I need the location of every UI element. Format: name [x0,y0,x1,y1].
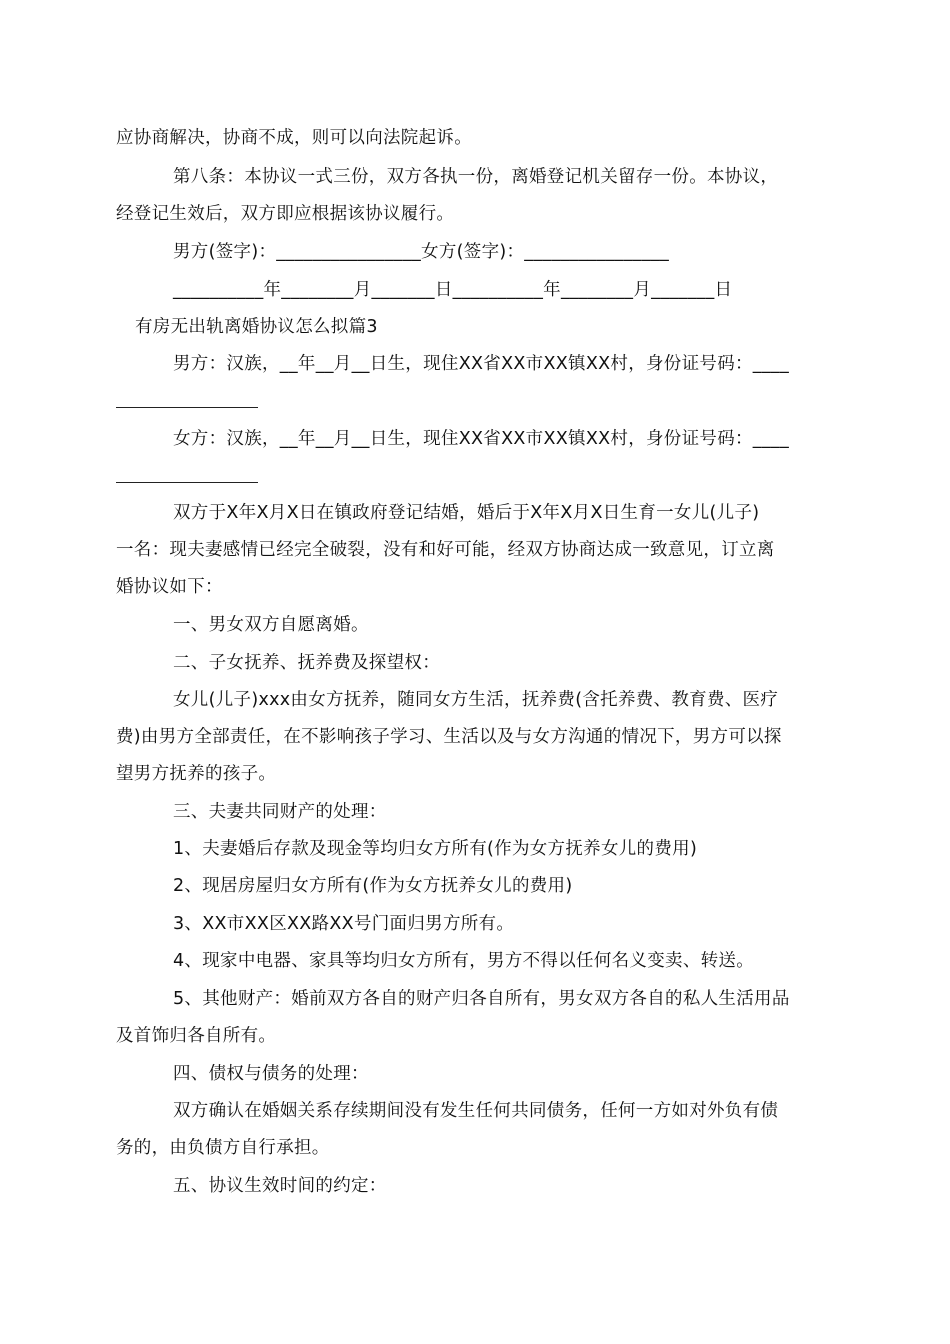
paragraph-line: 1、夫妻婚后存款及现金等均归女方所有(作为女方抚养女儿的费用) [173,839,698,859]
paragraph-line: 一、男女双方自愿离婚。 [173,615,369,635]
paragraph-line: 三、夫妻共同财产的处理： [173,802,387,822]
signature-line: 男方(签字)：________________女方(签字)：________________ [173,242,670,262]
blank-underline [116,482,258,483]
paragraph-line: 5、其他财产：婚前双方各自的财产归各自所有，男女双方各自的私人生活用品 [173,989,790,1009]
paragraph-line: 2、现居房屋归女方所有(作为女方抚养女儿的费用) [173,876,573,896]
paragraph-line: 五、协议生效时间的约定： [173,1176,387,1196]
section-title: 有房无出轨离婚协议怎么拟篇3 [135,317,378,337]
paragraph-line: 婚协议如下： [116,577,223,597]
paragraph-line: 男方：汉族，__年__月__日生，现住XX省XX市XX镇XX村，身份证号码：____ [173,354,790,374]
paragraph-line: 双方确认在婚姻关系存续期间没有发生任何共同债务，任何一方如对外负有债 [173,1101,779,1121]
paragraph-line: 女方：汉族，__年__月__日生，现住XX省XX市XX镇XX村，身份证号码：____ [173,429,790,449]
paragraph-line: 务的，由负债方自行承担。 [116,1138,330,1158]
paragraph-line: 四、债权与债务的处理： [173,1064,369,1084]
paragraph-line: 应协商解决，协商不成，则可以向法院起诉。 [116,128,472,148]
paragraph-line: 4、现家中电器、家具等均归女方所有，男方不得以任何名义变卖、转送。 [173,951,755,971]
paragraph-line: 及首饰归各自所有。 [116,1026,277,1046]
blank-underline [116,407,258,408]
paragraph-line: 3、XX市XX区XX路XX号门面归男方所有。 [173,914,515,934]
paragraph-line: 一名：现夫妻感情已经完全破裂，没有和好可能，经双方协商达成一致意见，订立离 [116,540,775,560]
paragraph-line: 经登记生效后，双方即应根据该协议履行。 [116,204,455,224]
paragraph-line: 费)由男方全部责任，在不影响孩子学习、生活以及与女方沟通的情况下，男方可以探 [116,727,782,747]
paragraph-line: 第八条：本协议一式三份，双方各执一份，离婚登记机关留存一份。本协议， [173,167,779,187]
paragraph-line: 望男方抚养的孩子。 [116,764,277,784]
date-line: __________年________月_______日__________年________月_______日 [173,280,733,300]
paragraph-line: 二、子女抚养、抚养费及探望权： [173,653,440,673]
paragraph-line: 双方于X年X月X日在镇政府登记结婚，婚后于X年X月X日生育一女儿(儿子) [173,503,760,523]
paragraph-line: 女儿(儿子)xxx由女方抚养，随同女方生活，抚养费(含托养费、教育费、医疗 [173,690,779,710]
